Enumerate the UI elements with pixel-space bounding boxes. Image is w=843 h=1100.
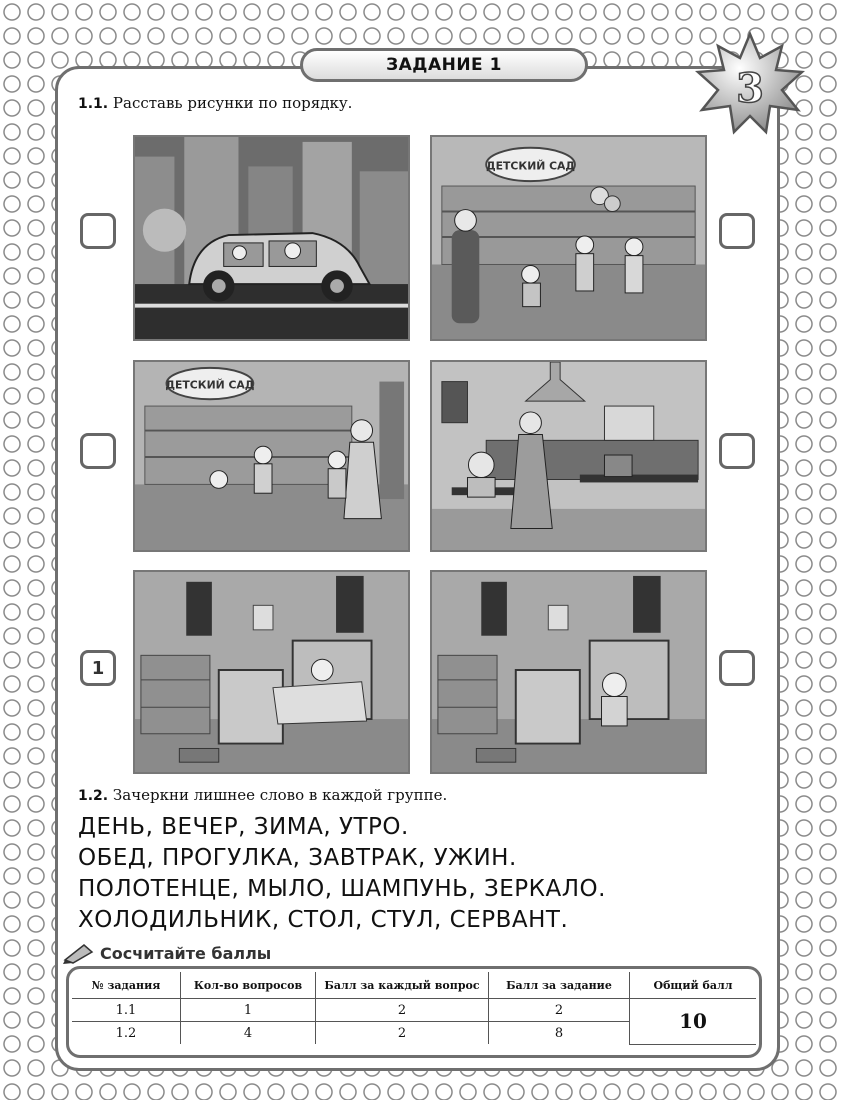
col-task: № задания: [72, 972, 181, 999]
picture-child-sleeping: [133, 570, 410, 774]
task-text: Зачеркни лишнее слово в каждой группе.: [112, 786, 448, 804]
cell-task: 1.1: [72, 999, 181, 1022]
pencil-icon: [62, 942, 96, 964]
order-box-4[interactable]: [719, 433, 755, 469]
word-group-2[interactable]: ОБЕД, ПРОГУЛКА, ЗАВТРАК, УЖИН.: [78, 845, 517, 871]
task-1-1-instruction: [78, 94, 352, 112]
col-task-score: Балл за задание: [489, 972, 630, 999]
cell-per-question: 2: [316, 999, 489, 1022]
table-row: [72, 999, 756, 1022]
picture-child-waking: [430, 570, 707, 774]
page-title: [300, 48, 588, 82]
col-total: Общий балл: [630, 972, 757, 999]
score-heading: [62, 942, 271, 964]
word-group-1[interactable]: ДЕНЬ, ВЕЧЕР, ЗИМА, УТРО.: [78, 814, 409, 840]
cell-task: 1.2: [72, 1022, 181, 1045]
title-text: ЗАДАНИЕ 1: [386, 55, 502, 75]
page-number: 3: [736, 65, 764, 112]
picture-kindergarten-pickup: [133, 360, 410, 552]
word-groups: [78, 812, 606, 936]
word-group-3[interactable]: ПОЛОТЕНЦЕ, МЫЛО, ШАМПУНЬ, ЗЕРКАЛО.: [78, 876, 606, 902]
order-box-1[interactable]: [80, 213, 116, 249]
task-text: Расставь рисунки по порядку.: [112, 94, 353, 112]
picture-kindergarten-play: [430, 135, 707, 341]
score-heading-text: Сосчитайте баллы: [100, 943, 272, 963]
task-number: 1.1.: [78, 96, 109, 112]
order-box-5[interactable]: 1: [80, 650, 116, 686]
cell-questions: 1: [181, 999, 316, 1022]
cell-total: 10: [630, 999, 757, 1045]
score-table: [72, 972, 756, 1045]
svg-text:ДЕТСКИЙ САД: ДЕТСКИЙ САД: [486, 159, 576, 173]
svg-text:ДЕТСКИЙ САД: ДЕТСКИЙ САД: [165, 378, 255, 392]
table-header-row: [72, 972, 756, 999]
cell-per-question: 2: [316, 1022, 489, 1045]
order-box-3[interactable]: [80, 433, 116, 469]
cell-questions: 4: [181, 1022, 316, 1045]
task-1-2-instruction: [78, 786, 447, 804]
task-number: 1.2.: [78, 788, 109, 804]
order-box-6[interactable]: [719, 650, 755, 686]
word-group-4[interactable]: ХОЛОДИЛЬНИК, СТОЛ, СТУЛ, СЕРВАНТ.: [78, 907, 569, 933]
col-per-question: Балл за каждый вопрос: [316, 972, 489, 999]
col-questions: Кол-во вопросов: [181, 972, 316, 999]
order-box-2[interactable]: [719, 213, 755, 249]
cell-task-score: 2: [489, 999, 630, 1022]
cell-task-score: 8: [489, 1022, 630, 1045]
maple-leaf-page-number: [690, 28, 810, 148]
picture-kitchen: [430, 360, 707, 552]
picture-car-city: [133, 135, 410, 341]
